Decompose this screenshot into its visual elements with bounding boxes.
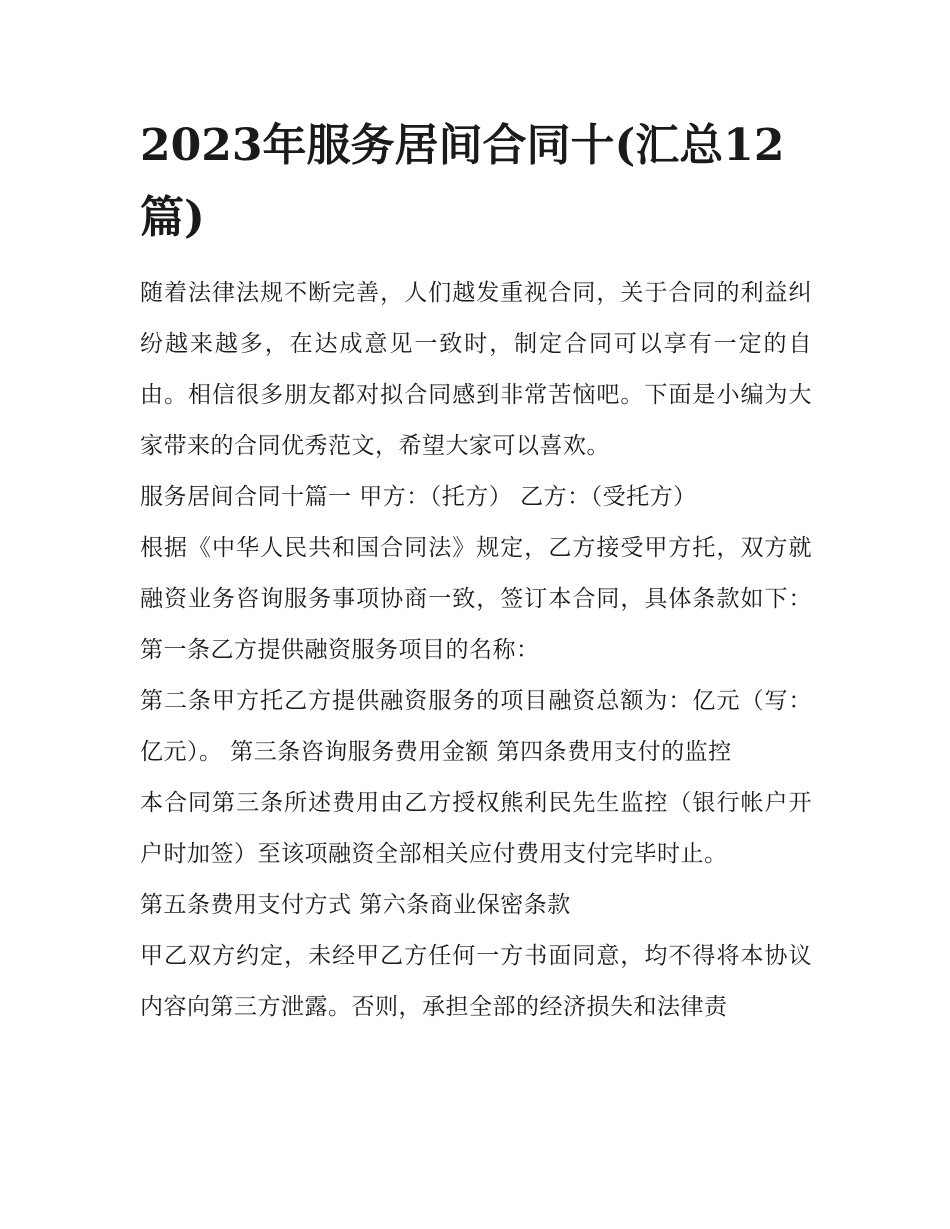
paragraph-articles-5-6: 第五条费用支付方式 第六条商业保密条款 <box>140 892 571 918</box>
document-page <box>140 110 812 1033</box>
document-title: 2023年服务居间合同十(汇总12篇) <box>140 120 785 243</box>
paragraph-parties: 服务居间合同十篇一 甲方：（托方） 乙方：（受托方） <box>140 484 697 510</box>
paragraph-basis: 根据《中华人民共和国合同法》规定，乙方接受甲方托，双方就融资业务咨询服务事项协商一致，签订本合同，具体条款如下： 第一条乙方提供融资服务项目的名称： <box>140 535 812 663</box>
paragraph-confidentiality: 甲乙双方约定，未经甲乙方任何一方书面同意，均不得将本协议内容向第三方泄露。否则，承担全部的经济损失和法律责 <box>140 943 812 1020</box>
paragraph-intro: 随着法律法规不断完善，人们越发重视合同，关于合同的利益纠纷越来越多，在达成意见一致时，制定合同可以享有一定的自由。相信很多朋友都对拟合同感到非常苦恼吧。下面是小编为大家带来的合同优秀范文，希望大家可以喜欢。 <box>140 280 812 459</box>
paragraph-article-4-detail: 本合同第三条所述费用由乙方授权熊利民先生监控（银行帐户开户时加签）至该项融资全部相关应付费用支付完毕时止。 <box>140 790 812 867</box>
paragraph-article-2: 第二条甲方托乙方提供融资服务的项目融资总额为：亿元（写：亿元）。 第三条咨询服务费用金额 第四条费用支付的监控 <box>140 688 812 765</box>
